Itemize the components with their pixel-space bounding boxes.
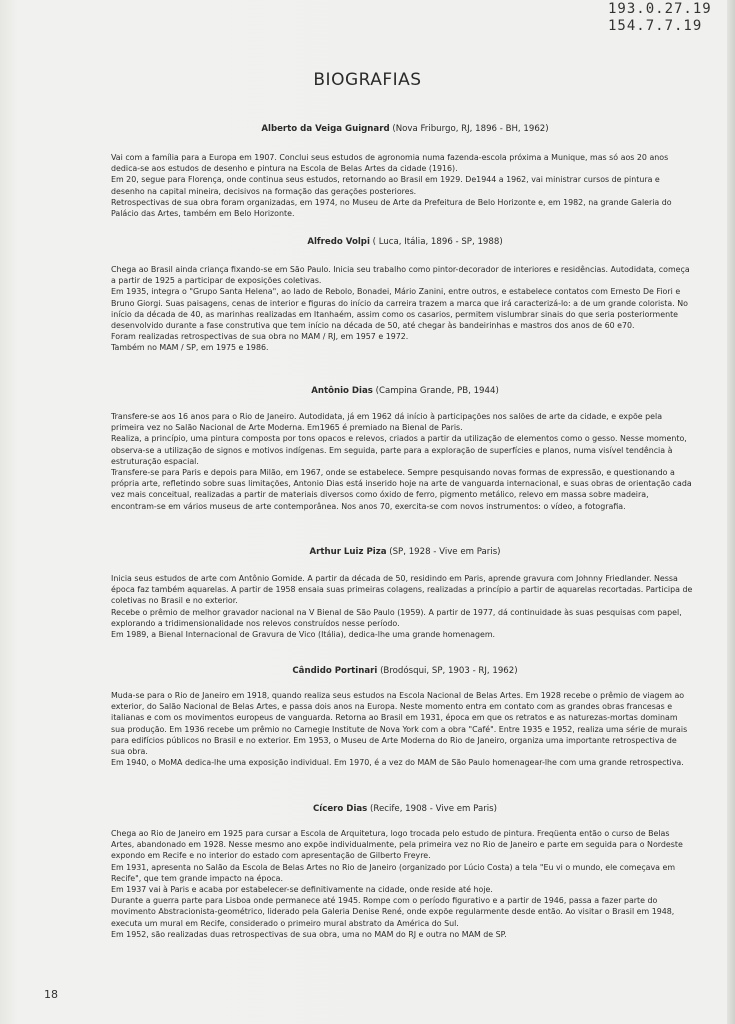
bio-text bbox=[111, 264, 693, 354]
bio-heading bbox=[0, 547, 735, 558]
bio-paragraph: Realiza, a princípio, uma pintura composta por tons opacos e relevos, criados a partir da utilização de elementos como o gesso. Nesse momento, observa-se a utilização de signos e motivos indígenas. Em seguida, parte para a exploração de superfícies e planos, numa visível tendência à estruturação espacial. bbox=[111, 434, 687, 466]
bio-paragraph: Em 1940, o MoMA dedica-lhe uma exposição individual. Em 1970, é a vez do MAM de São Paulo homenagear-lhe com uma grande retrospectiva. bbox=[111, 758, 684, 768]
bio-paragraph: Também no MAM / SP, em 1975 e 1986. bbox=[111, 343, 269, 353]
page-title: BIOGRAFIAS bbox=[313, 70, 422, 90]
bio-paragraph: Transfere-se aos 16 anos para o Rio de Janeiro. Autodidata, já em 1962 dá início à participações nos salões de arte da cidade, e expõe pela primeira vez no Salão Nacional de Arte Moderna. Em1965 é premiado na Bienal de Paris. bbox=[111, 412, 663, 433]
bio-paragraph: Em 1935, integra o "Grupo Santa Helena", ao lado de Rebolo, Bonadei, Mário Zanini, entre outros, e estabelece contatos com Ernesto De Fiori e Bruno Giorgi. Suas paisagens, cenas de interior e figuras do início da carreira trazem a marca que irá caracterizá-lo: a de um grande colorista. No início da década de 40, as marinhas realizadas em Itanhaém, assim como os casarios, permitem vislumbrar sinais do que seria posteriormente desenvolvido durante a fase construtiva que tem início na década de 50, até chegar às bandeirinhas e mastros dos anos de 60 e70. bbox=[111, 287, 688, 331]
bio-paragraph: Muda-se para o Rio de Janeiro em 1918, quando realiza seus estudos na Escola Nacional de Belas Artes. Em 1928 recebe o prêmio de viagem ao exterior, do Salão Nacional de Belas Artes, e passa dois anos na Europa. Neste momento entra em contato com as grandes obras francesas e italianas e com os movimentos europeus de vanguarda. Retorna ao Brasil em 1931, época em que os retratos e as naturezas-mortas dominam sua produção. Em 1936 recebe um prêmio no Carnegie Institute de Nova York com a obra "Café". Entre 1935 e 1952, realiza uma série de murais para edifícios públicos no Brasil e no exterior. Em 1953, o Museu de Arte Moderna do Rio de Janeiro, organiza uma importante retrospectiva de sua obra. bbox=[111, 691, 688, 757]
bio-text bbox=[111, 411, 693, 512]
bio-paragraph: Em 1989, a Bienal Internacional de Gravura de Vico (Itália), dedica-lhe uma grande homenagem. bbox=[111, 630, 496, 640]
bio-text bbox=[111, 828, 693, 940]
bio-paragraph: Em 20, segue para Florença, onde continua seus estudos, retornando ao Brasil em 1929. De1944 a 1962, vai ministrar cursos de pintura e desenho na capital mineira, decisivos na formação das gerações posteriores. bbox=[111, 175, 660, 196]
bio-name: Alberto da Veiga Guignard bbox=[261, 124, 390, 134]
bio-info: (Brodósqui, SP, 1903 - RJ, 1962) bbox=[377, 666, 518, 676]
bio-name: Arthur Luiz Piza bbox=[309, 547, 387, 557]
handwritten-note-line-1: 193.0.27.19 bbox=[608, 1, 712, 17]
bio-info: (Campina Grande, PB, 1944) bbox=[372, 386, 499, 396]
bio-paragraph: Vai com a família para a Europa em 1907. Conclui seus estudos de agronomia numa fazenda-escola próxima a Munique, mas só aos 20 anos dedica-se aos estudos de desenho e pintura na Escola de Belas Artes da cidade (1916). bbox=[111, 153, 669, 174]
bio-paragraph: Durante a guerra parte para Lisboa onde permanece até 1945. Rompe com o período figurativo e a partir de 1946, passa a fazer parte do movimento Abstracionista-geométrico, liderado pela Galeria Denise René, onde expõe regularmente desde então. Ao visitar o Brasil em 1948, executa um mural em Recife, considerado o primeiro mural abstrato da América do Sul. bbox=[111, 896, 675, 928]
bio-paragraph: Foram realizadas retrospectivas de sua obra no MAM / RJ, em 1957 e 1972. bbox=[111, 332, 409, 342]
page-number: 18 bbox=[44, 988, 58, 1001]
bio-heading bbox=[0, 237, 735, 248]
bio-info: (Recife, 1908 - Vive em Paris) bbox=[367, 804, 497, 814]
bio-paragraph: Recebe o prêmio de melhor gravador nacional na V Bienal de São Paulo (1959). A partir de 1977, dá continuidade às suas pesquisas com papel, explorando a tridimensionalidade nos relevos construídos nesse período. bbox=[111, 607, 682, 628]
bio-info: (Nova Friburgo, RJ, 1896 - BH, 1962) bbox=[389, 124, 549, 134]
bio-paragraph: Inicia seus estudos de arte com Antônio Gomide. A partir da década de 50, residindo em Paris, aprende gravura com Johnny Friedlander. Nessa época faz também aquarelas. A partir de 1958 ensaia suas primeiras colagens, realizadas a princípio a partir de aquarelas recortadas. Participa de coletivas no Brasil e no exterior. bbox=[111, 574, 693, 606]
bio-info: ( Luca, Itália, 1896 - SP, 1988) bbox=[369, 237, 503, 247]
bio-paragraph: Chega ao Brasil ainda criança fixando-se em São Paulo. Inicia seu trabalho como pintor-decorador de interiores e residências. Autodidata, começa a partir de 1925 a participar de exposições coletivas. bbox=[111, 265, 690, 286]
bio-heading bbox=[0, 666, 735, 677]
bio-heading bbox=[0, 124, 735, 135]
bio-info: (SP, 1928 - Vive em Paris) bbox=[386, 547, 501, 557]
bio-paragraph: Chega ao Rio de Janeiro em 1925 para cursar a Escola de Arquitetura, logo trocada pelo estudo de pintura. Freqüenta então o curso de Belas Artes, abandonado em 1928. Nesse mesmo ano expõe individualmente, pela primeira vez no Rio de Janeiro e parte em seguida para o Nordeste expondo em Recife e no interior do estado com apresentação de Gilberto Freyre. bbox=[111, 829, 683, 861]
bio-text bbox=[111, 573, 693, 640]
bio-paragraph: Em 1931, apresenta no Salão da Escola de Belas Artes no Rio de Janeiro (organizado por Lúcio Costa) a tela "Eu vi o mundo, ele começava em Recife", que tem grande impacto na época. bbox=[111, 862, 676, 883]
bio-paragraph: Em 1937 vai à Paris e acaba por estabelecer-se definitivamente na cidade, onde reside até hoje. bbox=[111, 885, 493, 895]
bio-name: Antônio Dias bbox=[311, 386, 373, 396]
bio-paragraph: Em 1952, são realizadas duas retrospectivas de sua obra, uma no MAM do RJ e outra no MAM de SP. bbox=[111, 929, 507, 939]
bio-name: Cícero Dias bbox=[313, 804, 368, 814]
bio-paragraph: Retrospectivas de sua obra foram organizadas, em 1974, no Museu de Arte da Prefeitura de Belo Horizonte e, em 1982, na grande Galeria do Palácio das Artes, também em Belo Horizonte. bbox=[111, 197, 672, 219]
bio-name: Alfredo Volpi bbox=[307, 237, 370, 247]
handwritten-note-line-2: 154.7.7.19 bbox=[608, 18, 703, 34]
bio-text bbox=[111, 690, 693, 768]
bio-name: Cândido Portinari bbox=[292, 666, 378, 676]
page-edge-shadow bbox=[727, 0, 735, 1024]
bio-heading bbox=[0, 804, 735, 815]
bio-paragraph: Transfere-se para Paris e depois para Milão, em 1967, onde se estabelece. Sempre pesquisando novas formas de expressão, e questionando a própria arte, refletindo sobre suas limitações, Antonio Dias está inserido hoje na arte de vanguarda internacional, e suas obras de orientação cada vez mais conceitual, realizadas a partir de materiais diversos como óxido de ferro, pigmento metálico, relevo em massa sobre madeira, encontram-se em vários museus de arte contemporânea. Nos anos 70, exercita-se com novos instrumentos: o vídeo, a fotografia. bbox=[111, 468, 692, 511]
bio-heading bbox=[0, 386, 735, 397]
bio-text bbox=[111, 152, 693, 219]
